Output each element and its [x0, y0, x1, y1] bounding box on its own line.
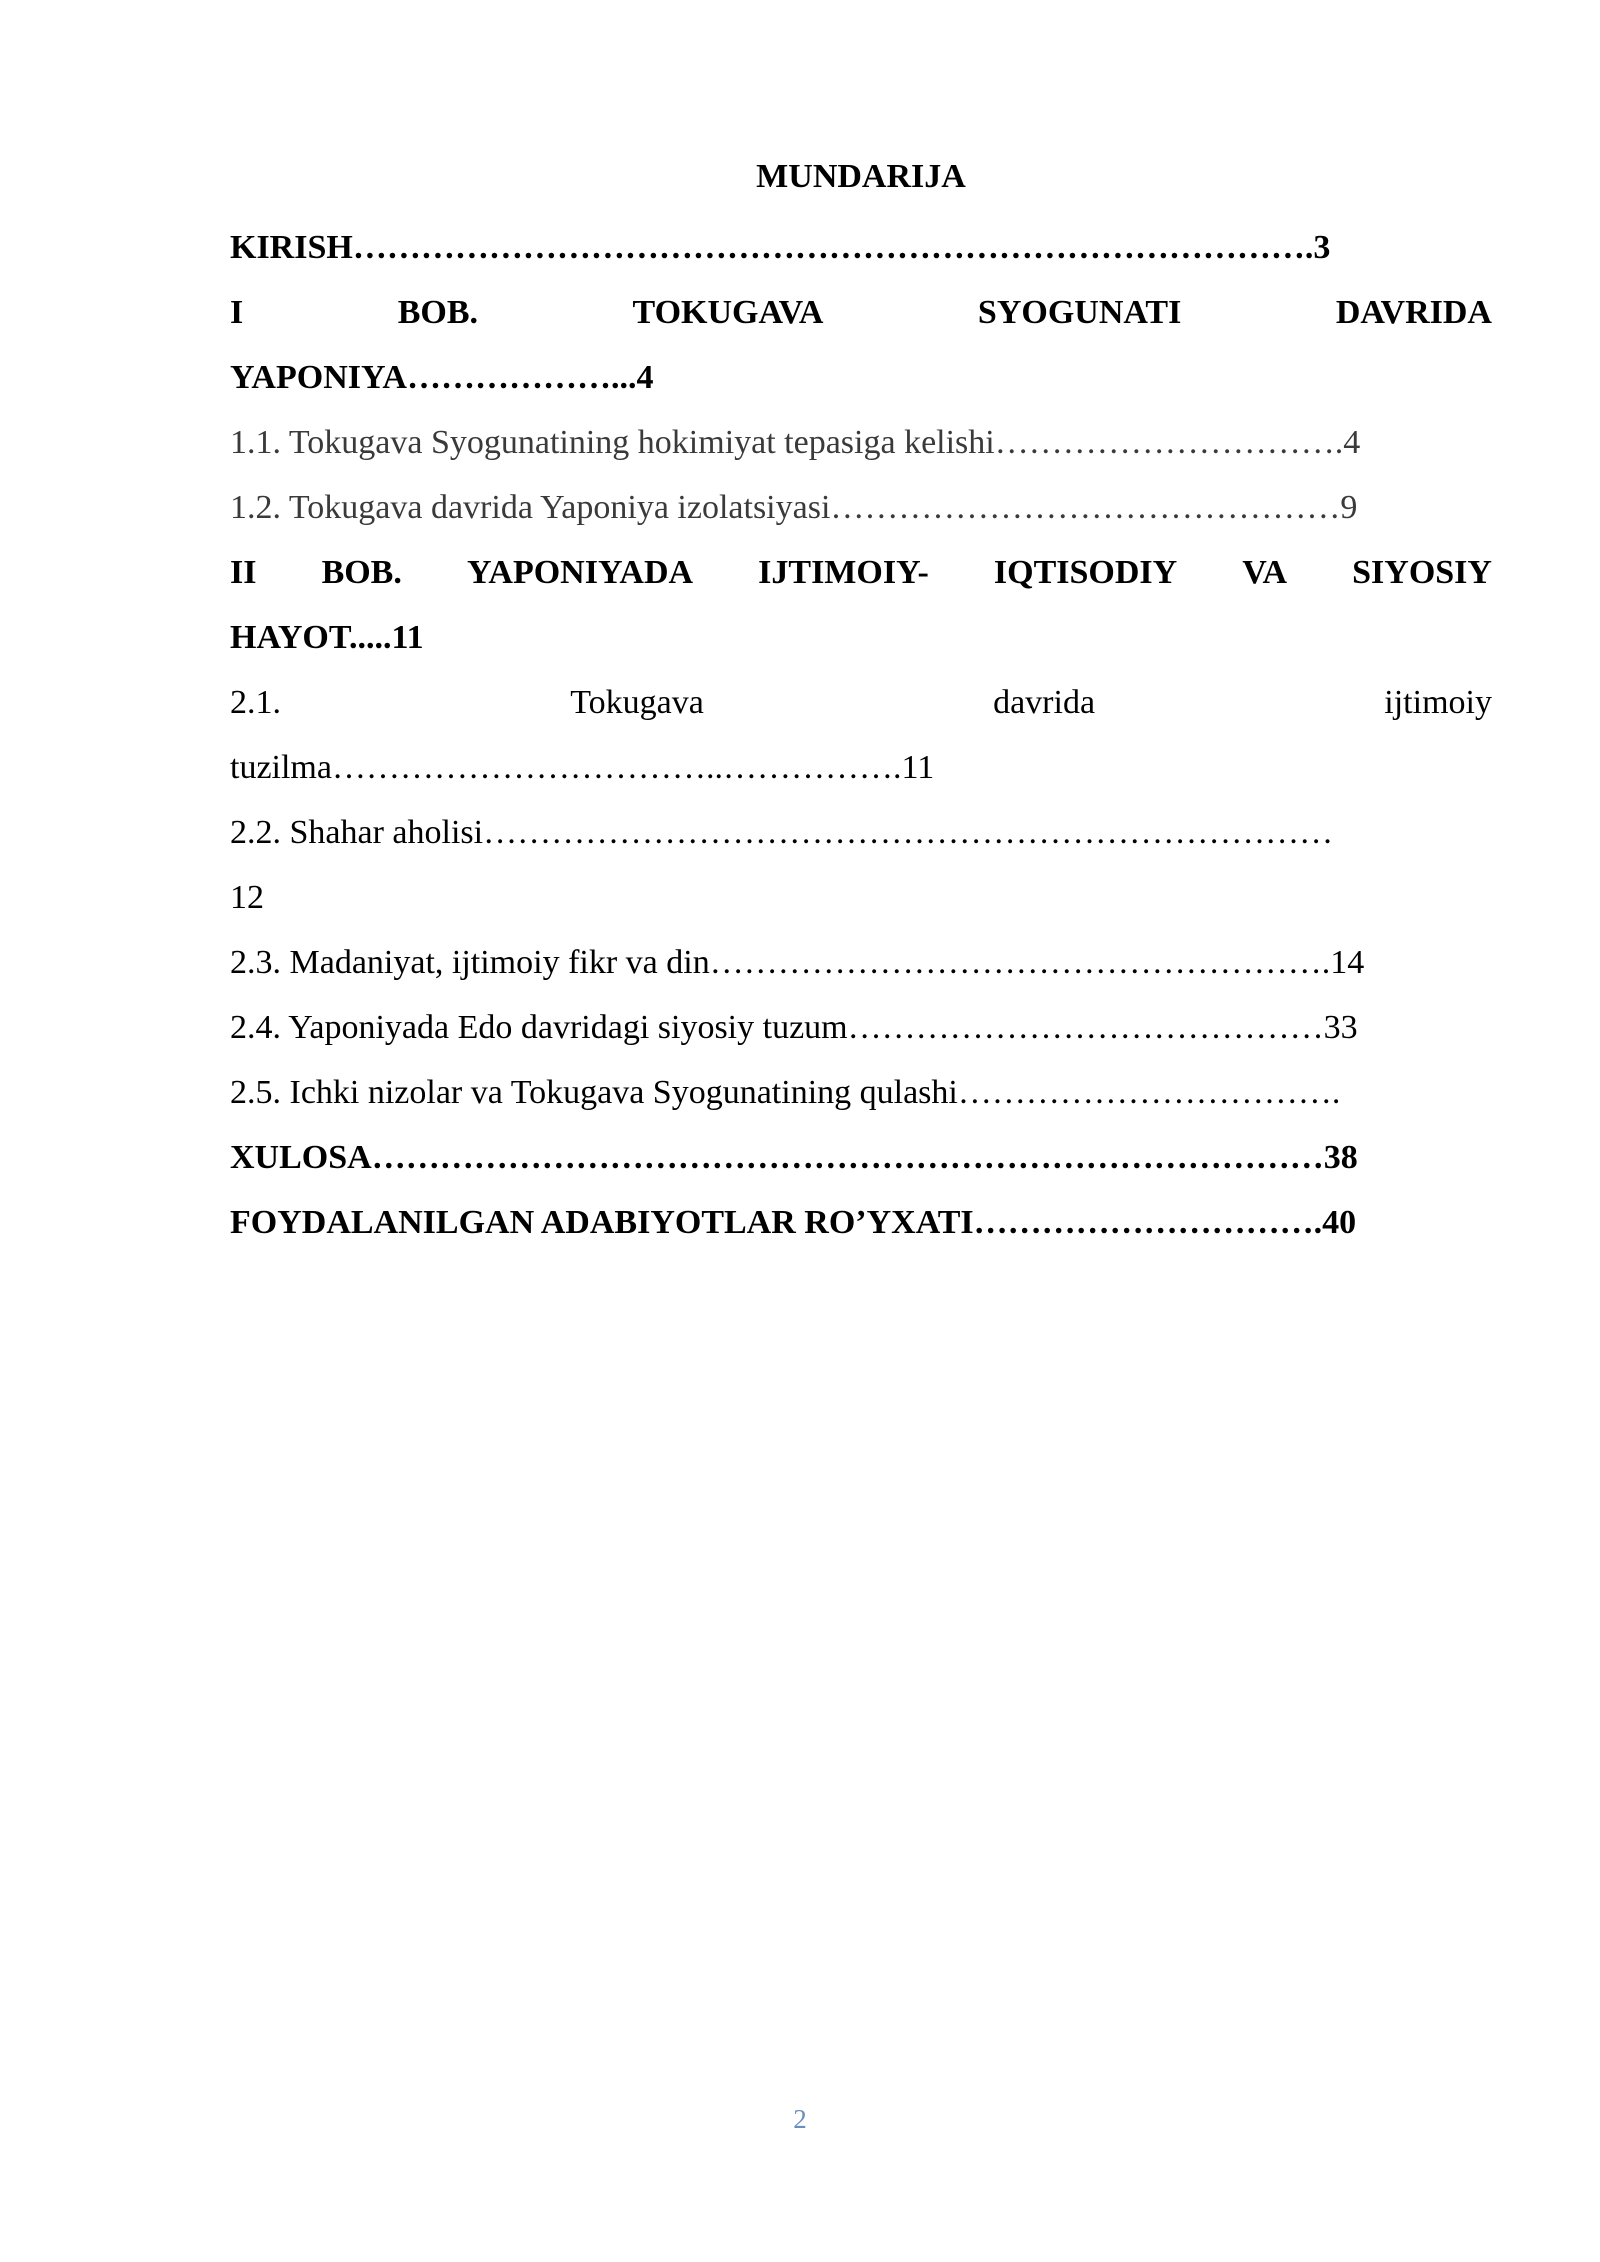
toc-entry-2-3: 2.3. Madaniyat, ijtimoiy fikr va din……………………………………………….14	[230, 944, 1365, 981]
toc-word: I	[230, 294, 244, 331]
page-number: 2	[793, 2104, 807, 2134]
toc-entry-2-2-tail: 12	[230, 879, 264, 916]
toc-entry-2-1-tail: tuzilma……………………………..…………….11	[230, 749, 935, 786]
toc-entry-bob2-tail: HAYOT.....11	[230, 619, 424, 656]
toc-entry-2-2-head: 2.2. Shahar aholisi…………………………………………………………………	[230, 814, 1334, 851]
toc-word: ijtimoiy	[1384, 684, 1492, 721]
toc-word: SIYOSIY	[1352, 554, 1492, 591]
toc-title: MUNDARIJA	[756, 158, 966, 195]
toc-word: Tokugava	[570, 684, 704, 721]
toc-entry-bob1-heading	[230, 280, 1492, 345]
toc-entry-2-5: 2.5. Ichki nizolar va Tokugava Syogunatining qulashi…………………………….	[230, 1074, 1341, 1111]
toc-word: YAPONIYADA	[466, 554, 694, 591]
toc-word: II	[230, 554, 257, 591]
toc-entry-2-4: 2.4. Yaponiyada Edo davridagi siyosiy tuzum……………………………………33	[230, 1009, 1358, 1046]
toc-word: BOB.	[321, 554, 402, 591]
toc-word: davrida	[993, 684, 1096, 721]
toc-word: BOB.	[397, 294, 479, 331]
toc-word: IQTISODIY	[993, 554, 1178, 591]
toc-entry-1-1: 1.1. Tokugava Syogunatining hokimiyat tepasiga kelishi………………………….4	[230, 424, 1361, 461]
toc-word: IJTIMOIY-	[758, 554, 929, 591]
toc-word: 2.1.	[230, 684, 281, 721]
toc-entry-adabiyotlar: FOYDALANILGAN ADABIYOTLAR RO’YXATI………………………….40	[230, 1204, 1357, 1241]
toc-word: VA	[1242, 554, 1288, 591]
toc-word: SYOGUNATI	[977, 294, 1182, 331]
toc-entry-1-2: 1.2. Tokugava davrida Yaponiya izolatsiyasi………………………………………9	[230, 489, 1358, 526]
toc-word: DAVRIDA	[1335, 294, 1492, 331]
toc-entry-2-1-heading	[230, 670, 1492, 735]
toc-entry-bob1-tail: YAPONIYA………………...4	[230, 359, 654, 396]
toc-entry-kirish: KIRISH………………………………………………………………………….3	[230, 229, 1331, 266]
toc-entry-bob2-heading	[230, 540, 1492, 605]
toc-word: TOKUGAVA	[632, 294, 824, 331]
toc-entry-xulosa: XULOSA…………………………………………………………………………38	[230, 1139, 1358, 1176]
table-of-contents	[230, 150, 1492, 1255]
